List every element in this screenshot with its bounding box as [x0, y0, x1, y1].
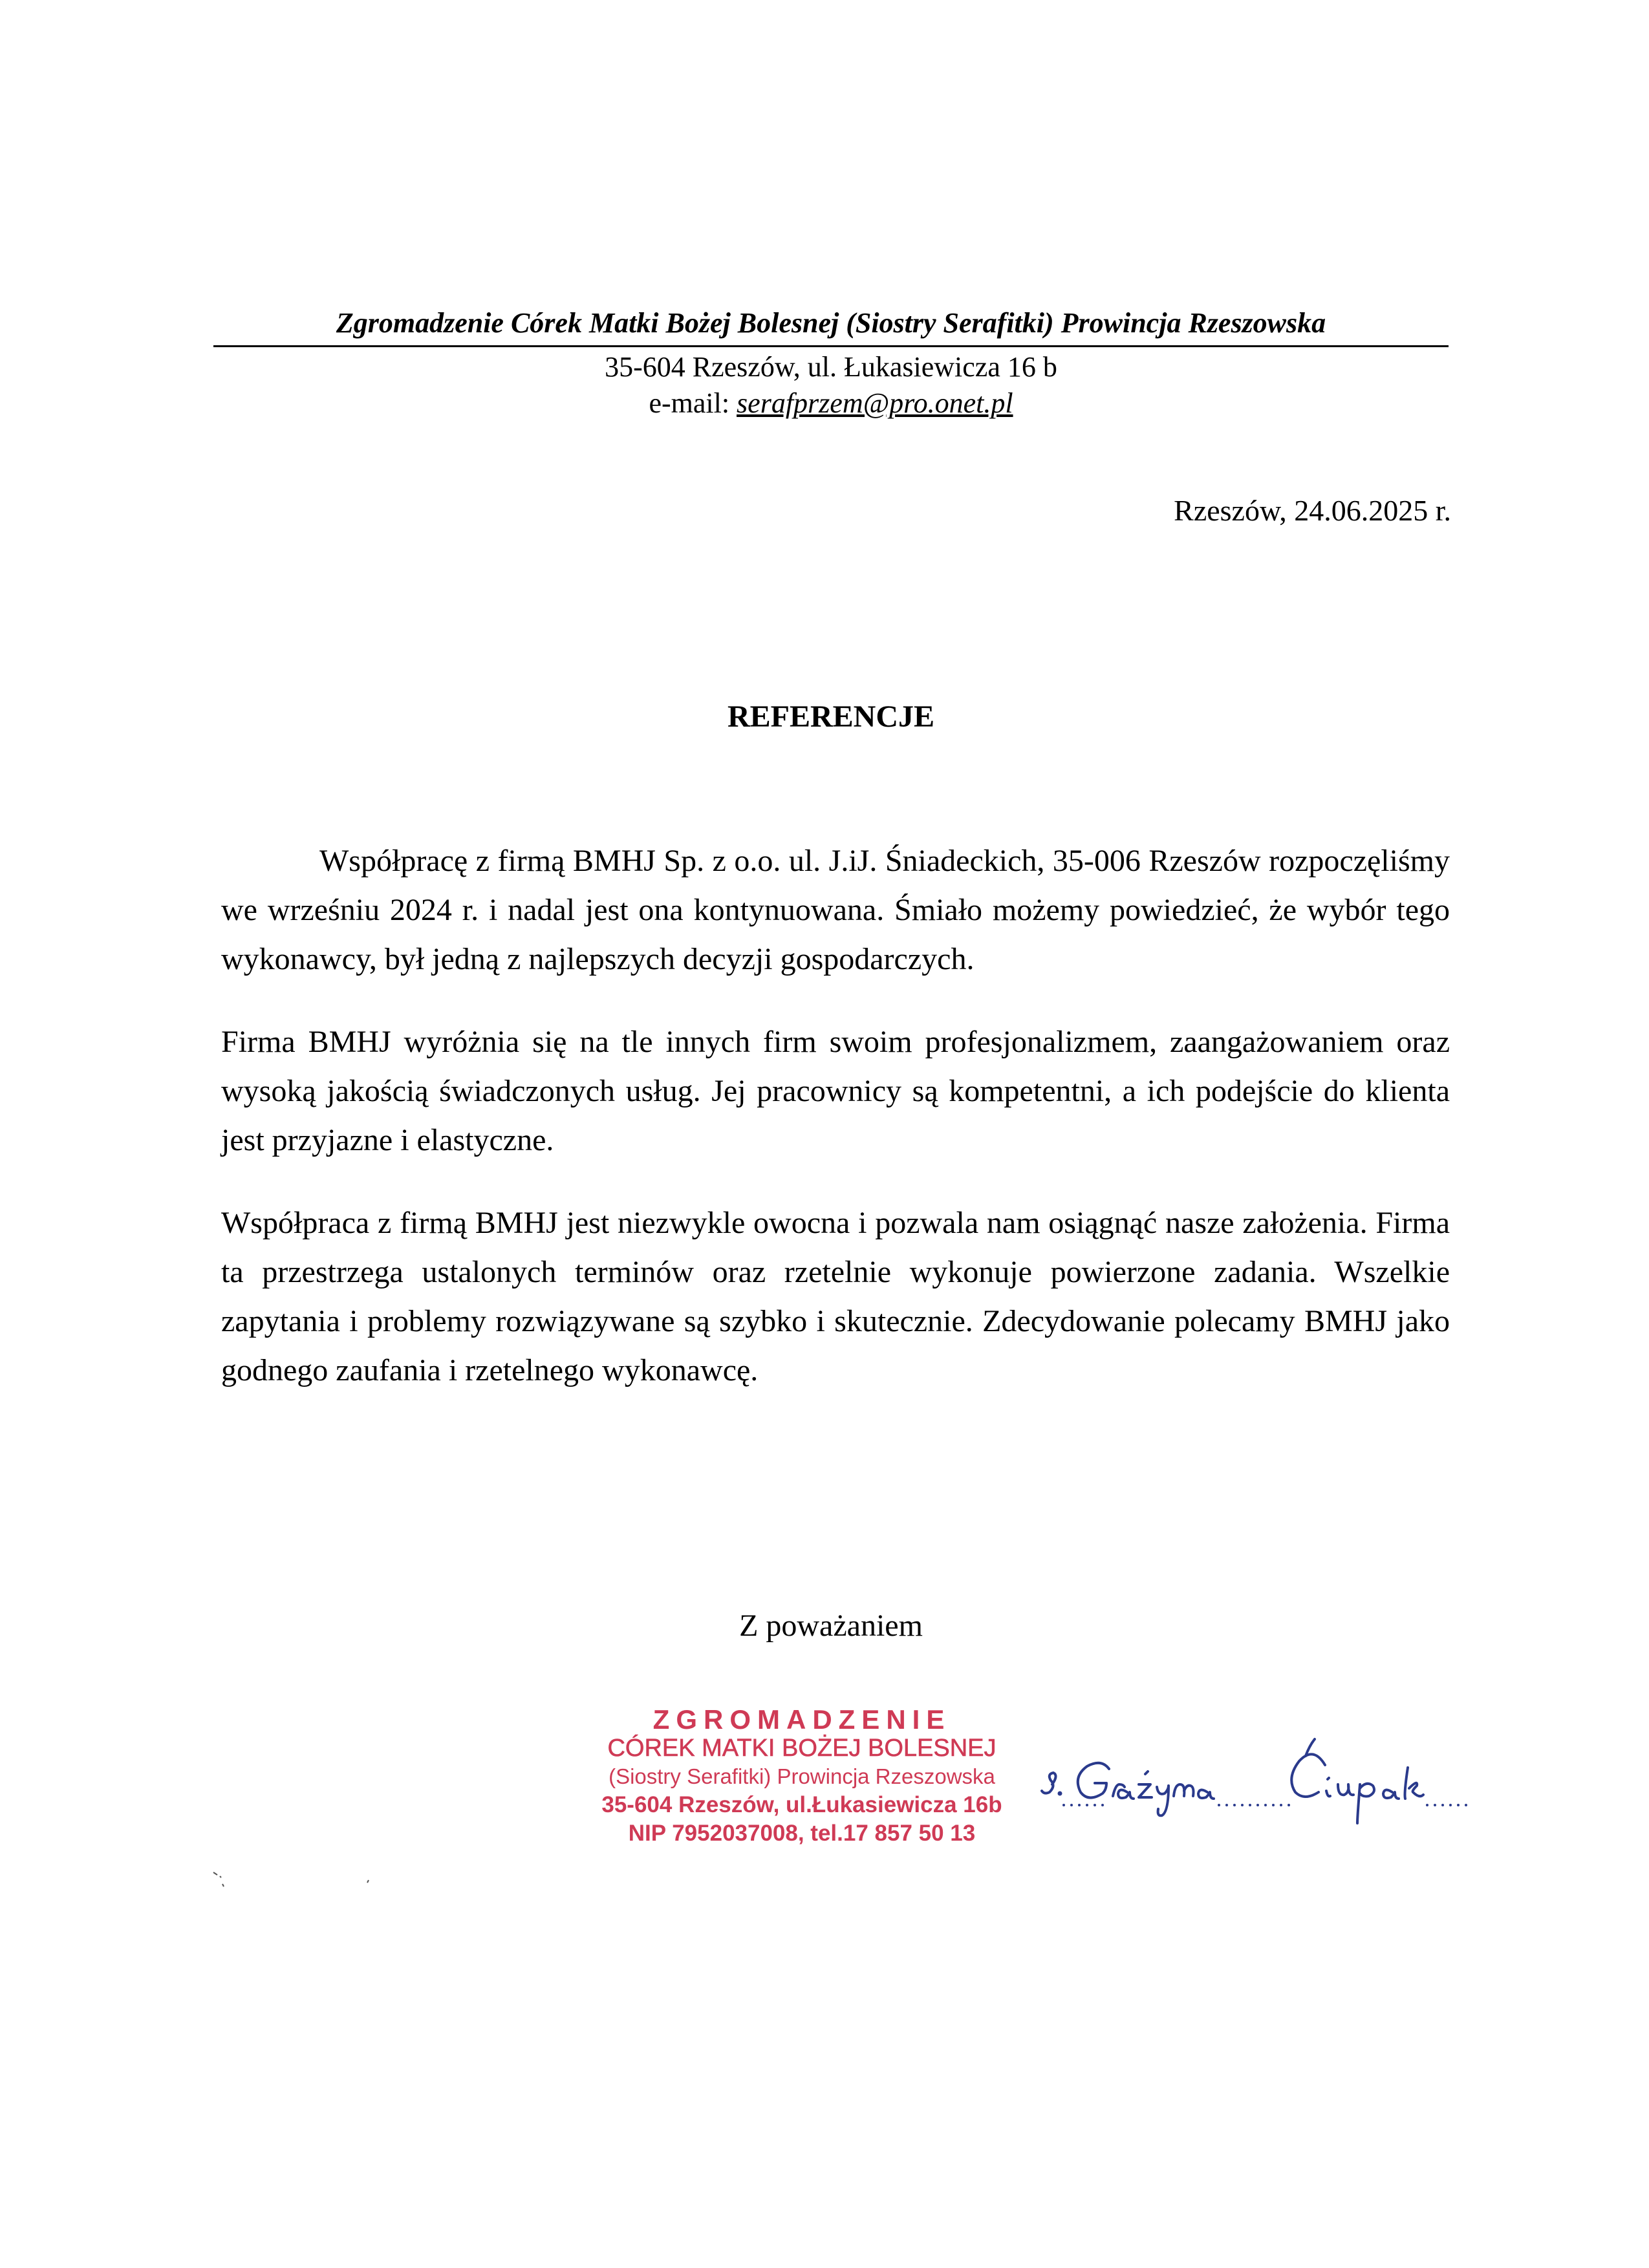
stamp-line-3: (Siostry Serafitki) Prowincja Rzeszowska	[609, 1764, 995, 1788]
letter-title: REFERENCJE	[727, 700, 935, 734]
letter-date: Rzeszów, 24.06.2025 r.	[1174, 494, 1451, 527]
stamp-line-5: NIP 7952037008, tel.17 857 50 13	[628, 1821, 976, 1846]
organization-address: 35-604 Rzeszów, ul. Łukasiewicza 16 b	[605, 351, 1057, 383]
stamp-line-2: CÓREK MATKI BOŻEJ BOLESNEJ	[607, 1735, 997, 1762]
handwritten-signature	[1038, 1720, 1478, 1830]
organization-name: Zgromadzenie Córek Matki Bożej Bolesnej (Siostry Serafitki) Prowincja Rzeszowska	[336, 307, 1326, 339]
header-divider	[213, 345, 1449, 347]
stamp-line-4: 35-604 Rzeszów, ul.Łukasiewicza 16b	[601, 1792, 1002, 1817]
letter-body	[221, 837, 1450, 1429]
paragraph-1: Współpracę z firmą BMHJ Sp. z o.o. ul. J.iJ. Śniadeckich, 35-006 Rzeszów rozpoczęliśmy we wrześniu 2024 r. i nadal jest ona kontynuowana. Śmiało możemy powiedzieć, że wybór tego wykonawcy, był jedną z najlepszych decyzji gospodarczych.	[221, 844, 1450, 976]
organization-email-line	[213, 385, 1449, 422]
paragraph-2: Firma BMHJ wyróżnia się na tle innych firm swoim profesjonalizmem, zaangażowaniem oraz wysoką jakością świadczonych usług. Jej pracownicy są kompetentni, a ich podejście do klienta jest przyjazne i elastyczne.	[221, 1025, 1450, 1157]
organization-stamp	[569, 1706, 1035, 1848]
paragraph-3: Współpraca z firmą BMHJ jest niezwykle owocna i pozwala nam osiągnąć nasze założenia. Firma ta przestrzega ustalonych terminów oraz rzetelnie wykonuje powierzone zadania. Wszelkie zapytania i problemy rozwiązywane są szybko i skutecznie. Zdecydowanie polecamy BMHJ jako godnego zaufania i rzetelnego wykonawcę.	[221, 1206, 1450, 1387]
email-link[interactable]: serafprzem@pro.onet.pl	[737, 387, 1013, 419]
closing-phrase: Z poważaniem	[739, 1609, 923, 1643]
scan-specks	[194, 1862, 388, 1914]
stamp-line-1: ZGROMADZENIE	[652, 1704, 951, 1735]
email-label: e-mail:	[649, 387, 730, 419]
